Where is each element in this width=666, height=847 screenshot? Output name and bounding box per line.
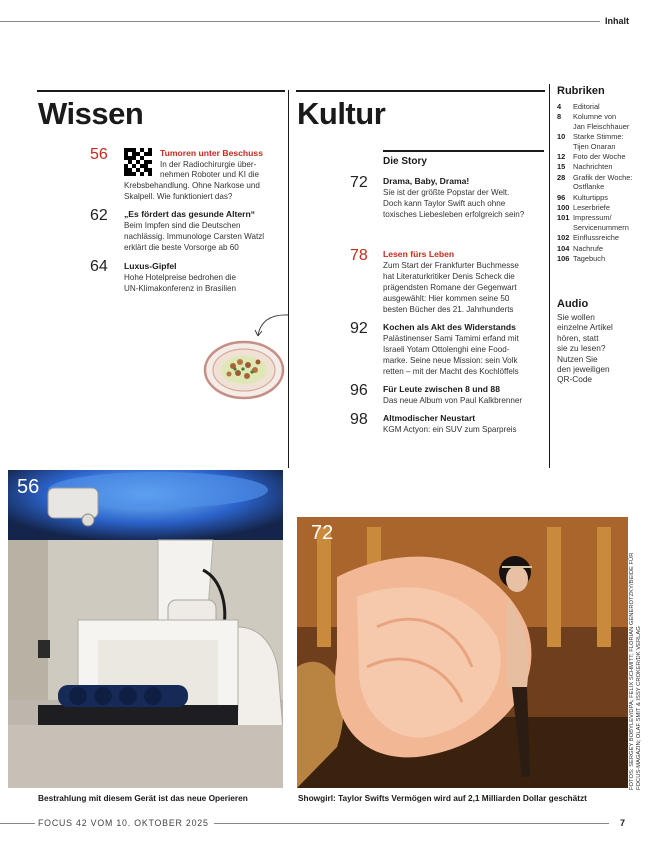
rubriken-item-label-line: Tagebuch <box>573 254 606 264</box>
rubriken-item-page: 96 <box>557 192 566 202</box>
rubriken-item-label-line: Servicenummern <box>573 222 629 232</box>
kultur-entry-4-page: 96 <box>350 382 368 399</box>
wissen-entry-3-headline[interactable]: Luxus-Gipfel <box>124 261 177 271</box>
wissen-entry-2-text-c: erklärt die beste Vorsorge ab 60 <box>124 243 239 252</box>
rubriken-item-label <box>573 254 657 263</box>
rubriken-item-label-line: Kolumne von <box>573 112 617 122</box>
rubriken-item-label-line: Editorial <box>573 102 600 111</box>
wissen-entry-1-text-a: In der Radiochirurgie über- <box>160 160 257 169</box>
rubriken-item-label <box>573 203 657 212</box>
kultur-entry-4-text-a: Das neue Album von Paul Kalkbrenner <box>383 396 523 405</box>
rubriken-item[interactable] <box>557 254 657 263</box>
rubriken-item[interactable] <box>557 193 657 202</box>
rubriken-item-page: 100 <box>557 203 570 213</box>
kultur-entry-2-text-a: Zum Start der Frankfurter Buchmesse <box>383 261 519 270</box>
rubriken-item-page: 106 <box>557 254 570 264</box>
kultur-entry-5-page: 98 <box>350 411 368 428</box>
wissen-entry-2-page: 62 <box>90 207 108 224</box>
story-label: Die Story <box>383 156 427 167</box>
kultur-entry-2-text-b: hat Literaturkritiker Denis Scheck die <box>383 272 515 281</box>
rubriken-item-label <box>573 173 657 192</box>
audio-text-line: QR-Code <box>557 374 593 385</box>
rubriken-item-page: 101 <box>557 213 570 223</box>
rubriken-item-label <box>573 193 657 202</box>
wissen-entry-3-text-b: UN-Klimakonferenz in Brasilien <box>124 284 237 293</box>
footer-issue: FOCUS 42 VOM 10. OKTOBER 2025 <box>38 818 209 828</box>
rubriken-item[interactable] <box>557 112 657 131</box>
rubriken-item-label-line: Kulturtipps <box>573 192 608 202</box>
rubriken-item[interactable] <box>557 102 657 111</box>
wissen-top-rule <box>37 90 285 92</box>
photo-credit-line-2: FOCUS-MAGAZIN; OLAF SMIT & ISSY CROKER/DK VERLAG <box>636 626 642 790</box>
rubriken-item-label <box>573 233 657 242</box>
wissen-entry-1-text-b: nehmen Roboter und KI die <box>160 170 259 179</box>
audio-text-line: Sie wollen <box>557 312 595 322</box>
food-plate-image <box>200 310 300 400</box>
page-number: 7 <box>620 818 626 828</box>
column-divider-1 <box>288 90 289 468</box>
kultur-entry-1-headline[interactable]: Drama, Baby, Drama! <box>383 176 470 186</box>
rubriken-item-label-line: Foto der Woche <box>573 152 626 162</box>
rubriken-item-label <box>573 112 657 131</box>
audio-text-line: Nutzen Sie <box>557 353 598 364</box>
kultur-entry-2-text-d: ausgewählt: Hier kommen seine 50 <box>383 294 510 303</box>
audio-text <box>557 312 657 385</box>
header-rule <box>0 21 600 22</box>
kultur-entry-2-text-c: prägendsten Romane der Gegenwart <box>383 283 517 292</box>
wissen-entry-1-text-d: Skalpell. Wie funktioniert das? <box>124 192 233 201</box>
rubriken-item-label-line: Nachrufe <box>573 243 603 253</box>
rubriken-item-page: 12 <box>557 152 566 162</box>
kultur-entry-3-text-b: Israeli Yotam Ottolenghi eine Food- <box>383 345 510 354</box>
kultur-entry-5-text-a: KGM Actyon: ein SUV zum Sparpreis <box>383 425 517 434</box>
rubriken-list <box>557 102 657 265</box>
footer-rule-left <box>0 823 35 824</box>
kultur-top-rule <box>296 90 545 92</box>
kultur-title: Kultur <box>297 96 386 131</box>
rubriken-item-label-line: Jan Fleischhauer <box>573 121 630 131</box>
rubriken-item-label-line: Ostflanke <box>573 182 605 192</box>
kultur-entry-3-text-d: retten – mit der Macht des Kochlöffels <box>383 367 519 376</box>
wissen-entry-1-headline[interactable]: Tumoren unter Beschuss <box>160 148 263 158</box>
wissen-entry-3-page: 64 <box>90 258 108 275</box>
rubriken-item-page: 28 <box>557 172 566 182</box>
kultur-entry-2-page: 78 <box>350 247 368 264</box>
kultur-entry-1-text-c: toxisches Liebesleben erfolgreich sein? <box>383 210 525 219</box>
kultur-entry-1-text-b: Doch kann Taylor Swift auch ohne <box>383 199 506 208</box>
wissen-entry-2-headline[interactable]: „Es fördert das gesunde Altern“ <box>124 209 255 219</box>
left-photo-number: 56 <box>17 476 40 498</box>
rubriken-item-label <box>573 213 657 232</box>
right-photo-number: 72 <box>311 522 334 544</box>
kultur-entry-4-headline[interactable]: Für Leute zwischen 8 und 88 <box>383 384 500 394</box>
kultur-entry-5-headline[interactable]: Altmodischer Neustart <box>383 413 476 423</box>
radiotherapy-photo <box>8 470 283 788</box>
audio-text-line: hören, statt <box>557 332 599 343</box>
rubriken-item-label-line: Nachrichten <box>573 162 613 172</box>
rubriken-item-page: 8 <box>557 112 562 122</box>
rubriken-item-page: 15 <box>557 162 566 172</box>
rubriken-item[interactable] <box>557 244 657 253</box>
showgirl-photo <box>297 517 628 788</box>
kultur-entry-2-headline[interactable]: Lesen fürs Leben <box>383 249 455 259</box>
rubriken-item-label <box>573 132 657 151</box>
column-divider-2 <box>549 84 550 468</box>
rubriken-item[interactable] <box>557 233 657 242</box>
rubriken-title: Rubriken <box>557 85 605 97</box>
arrow-line <box>258 315 288 336</box>
rubriken-item-label-line: Leserbriefe <box>573 203 610 213</box>
audio-text-line: einzelne Artikel <box>557 322 613 333</box>
wissen-entry-2-text-b: nachlässig. Immunologe Carsten Watzl <box>124 232 265 241</box>
rubriken-item[interactable] <box>557 173 657 192</box>
wissen-entry-1-text-c: Krebsbehandlung. Ohne Narkose und <box>124 181 260 190</box>
rubriken-item[interactable] <box>557 132 657 151</box>
rubriken-item-label <box>573 102 657 111</box>
rubriken-item-page: 104 <box>557 243 570 253</box>
rubriken-item[interactable] <box>557 213 657 232</box>
left-photo-caption: Bestrahlung mit diesem Gerät ist das neue Operieren <box>38 793 248 803</box>
rubriken-item-page: 4 <box>557 102 562 111</box>
audio-title: Audio <box>557 298 589 310</box>
audio-text-line: sie zu lesen? <box>557 343 606 354</box>
kultur-entry-2-text-e: besten Bücher des 21. Jahrhunderts <box>383 305 514 314</box>
rubriken-item-label-line: Starke Stimme: <box>573 132 624 142</box>
audio-text-line: den jeweiligen <box>557 364 610 375</box>
kultur-entry-3-text-c: marke. Seine neue Mission: sein Volk <box>383 356 518 365</box>
kultur-entry-3-page: 92 <box>350 320 368 337</box>
rubriken-item-label-line: Grafik der Woche: <box>573 172 633 182</box>
right-photo-caption: Showgirl: Taylor Swifts Vermögen wird auf 2,1 Milliarden Dollar geschätzt <box>298 793 587 803</box>
rubriken-item[interactable] <box>557 203 657 212</box>
rubriken-item-page: 102 <box>557 233 570 243</box>
rubriken-item-label <box>573 162 657 171</box>
wissen-entry-2-text-a: Beim Impfen sind die Deutschen <box>124 221 241 230</box>
rubriken-item-page: 10 <box>557 132 566 142</box>
wissen-title: Wissen <box>38 96 144 131</box>
rubriken-item-label <box>573 152 657 161</box>
photo-credit-line-1: FOTOS: SERGEY BOBYLEV/DPA; FELIX SCHMITT; FLORIAN GENEROTZKY/BEIDE FÜR <box>629 552 635 790</box>
rubriken-item-label-line: Impressum/ <box>573 213 612 223</box>
rubriken-item-label-line: Einflussreiche <box>573 233 620 243</box>
section-label: Inhalt <box>605 16 629 26</box>
rubriken-item[interactable] <box>557 162 657 171</box>
kultur-entry-1-text-a: Sie ist der größte Popstar der Welt. <box>383 188 510 197</box>
wissen-entry-3-text-a: Hohe Hotelpreise bedrohen die <box>124 273 237 282</box>
rubriken-item-label-line: Tijen Onaran <box>573 141 616 151</box>
rubriken-item[interactable] <box>557 152 657 161</box>
footer-rule-right <box>214 823 609 824</box>
kultur-entry-3-headline[interactable]: Kochen als Akt des Widerstands <box>383 322 516 332</box>
rubriken-item-label <box>573 244 657 253</box>
photo-credit <box>629 520 643 790</box>
wissen-entry-1-page: 56 <box>90 146 108 163</box>
kultur-entry-1-page: 72 <box>350 174 368 191</box>
story-rule <box>383 150 544 152</box>
kultur-entry-3-text-a: Palästinenser Sami Tamimi erfand mit <box>383 334 519 343</box>
qr-code[interactable] <box>124 148 152 176</box>
